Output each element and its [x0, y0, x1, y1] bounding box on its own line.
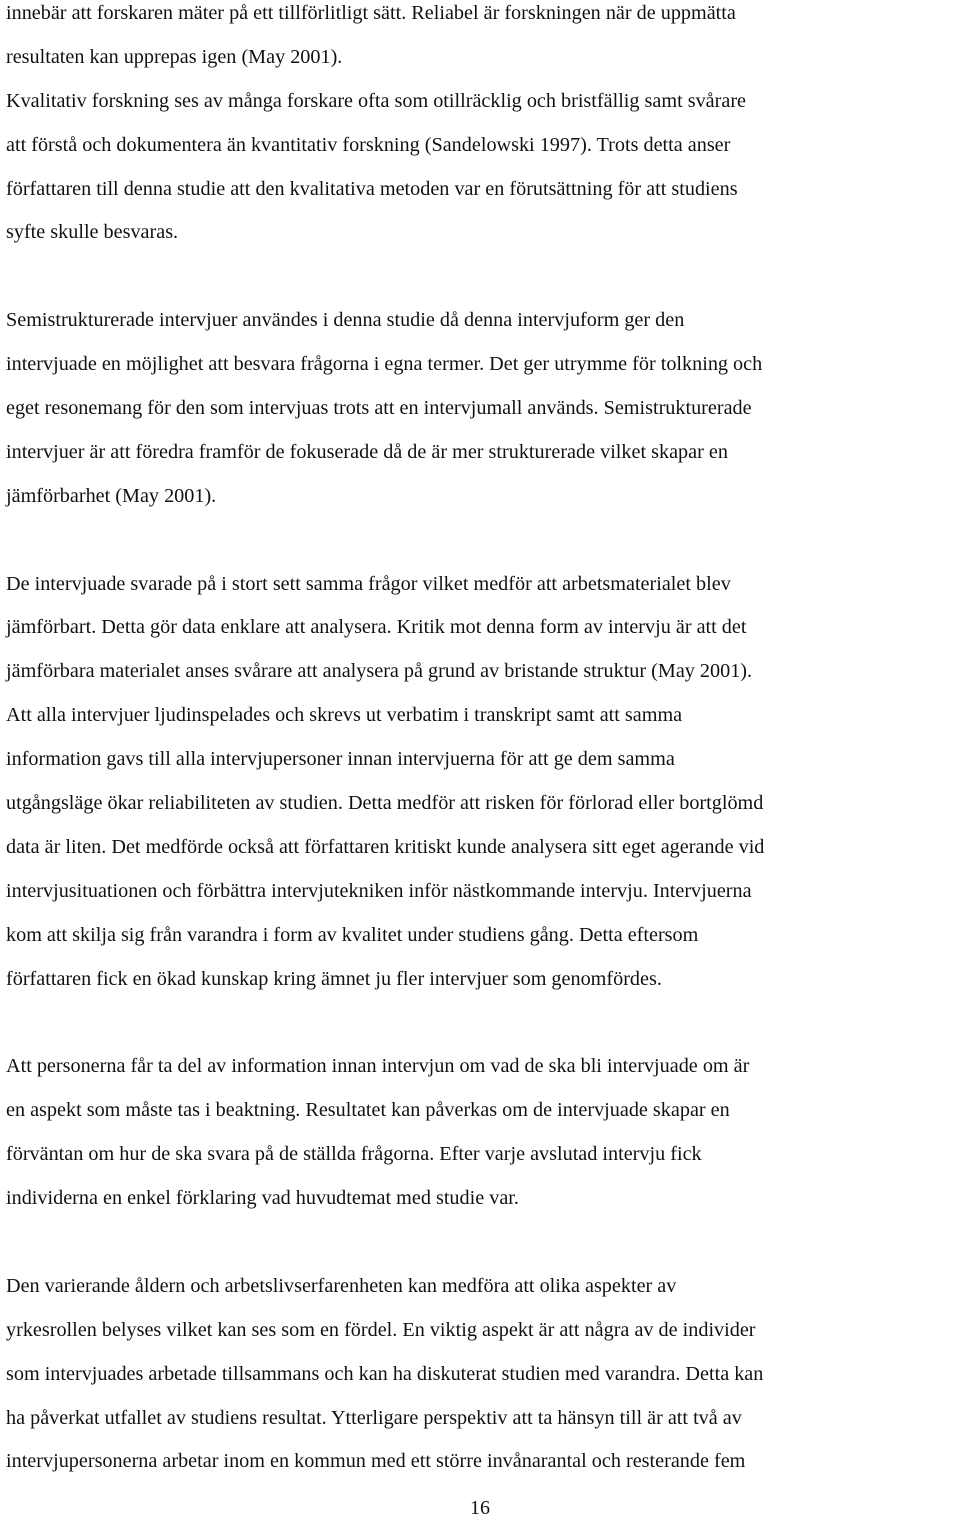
text-line: kom att skilja sig från varandra i form av kvalitet under studiens gång. Detta eftersom: [6, 923, 699, 946]
text-line: en aspekt som måste tas i beaktning. Resultatet kan påverkas om de intervjuade skapar en: [6, 1099, 730, 1122]
text-line: jämförbarhet (May 2001).: [6, 484, 217, 507]
text-line: intervjuade en möjlighet att besvara frågorna i egna termer. Det ger utrymme för tolkning och: [6, 353, 763, 376]
text-line: Den varierande åldern och arbetslivserfarenheten kan medföra att olika aspekter av: [6, 1274, 677, 1297]
paragraph-spacer: [6, 519, 956, 563]
text-line: intervjuer är att föredra framför de fokuserade då de är mer strukturerade vilket skapar en: [6, 440, 728, 463]
text-line: utgångsläge ökar reliabiliteten av studien. Detta medför att risken för förlorad eller bortglömd: [6, 792, 764, 815]
text-line: jämförbart. Detta gör data enklare att analysera. Kritik mot denna form av intervju är att det: [6, 616, 747, 639]
text-line: data är liten. Det medförde också att författaren kritiskt kunde analysera sitt eget agerande vid: [6, 835, 765, 858]
text-line: yrkesrollen belyses vilket kan ses som en fördel. En viktig aspekt är att några av de individer: [6, 1318, 756, 1341]
text-line: De intervjuade svarade på i stort sett samma frågor vilket medför att arbetsmaterialet blev: [6, 572, 731, 595]
text-line: författaren till denna studie att den kvalitativa metoden var en förutsättning för att studiens: [6, 177, 738, 200]
paragraph-comparability: [6, 563, 956, 1002]
page-number: 16: [470, 1497, 490, 1519]
paragraph-reliability-and-qualitative: [6, 0, 956, 255]
text-line: innebär att forskaren mäter på ett tillförlitligt sätt. Reliabel är forskningen när de uppmätta: [6, 2, 736, 24]
text-line: syfte skulle besvaras.: [6, 221, 179, 244]
text-line: eget resonemang för den som intervjuas trots att en intervjumall används. Semistrukturerade: [6, 397, 752, 420]
paragraph-spacer: [6, 1221, 956, 1265]
paragraph-semistructured-interviews: [6, 299, 956, 518]
text-line: att förstå och dokumentera än kvantitativ forskning (Sandelowski 1997). Trots detta anser: [6, 133, 731, 156]
paragraph-spacer: [6, 255, 956, 299]
text-line: information gavs till alla intervjupersoner innan intervjuerna för att ge dem samma: [6, 748, 675, 771]
text-line: Att alla intervjuer ljudinspelades och skrevs ut verbatim i transkript samt att samma: [6, 704, 683, 727]
text-line: individerna en enkel förklaring vad huvudtemat med studie var.: [6, 1187, 519, 1210]
text-line: författaren fick en ökad kunskap kring ämnet ju fler intervjuer som genomfördes.: [6, 967, 662, 990]
paragraph-age-and-experience: [6, 1265, 956, 1484]
text-line: Kvalitativ forskning ses av många forskare ofta som otillräcklig och bristfällig samt svårare: [6, 89, 746, 112]
text-line: intervjusituationen och förbättra intervjutekniken inför nästkommande intervju. Intervjuerna: [6, 879, 752, 902]
text-line: Att personerna får ta del av information innan intervjun om vad de ska bli intervjuade om är: [6, 1055, 750, 1078]
text-line: Semistrukturerade intervjuer användes i denna studie då denna intervjuform ger den: [6, 309, 685, 332]
paragraph-prior-information: [6, 1045, 956, 1221]
text-line: jämförbara materialet anses svårare att analysera på grund av bristande struktur (May 2001).: [6, 660, 753, 683]
paragraph-spacer: [6, 1001, 956, 1045]
text-line: ha påverkat utfallet av studiens resultat. Ytterligare perspektiv att ta hänsyn till är att två av: [6, 1406, 742, 1429]
text-line: förväntan om hur de ska svara på de ställda frågorna. Efter varje avslutad intervju fick: [6, 1143, 702, 1166]
text-line: resultaten kan upprepas igen (May 2001).: [6, 45, 343, 68]
document-page: [6, 0, 956, 1484]
text-line: som intervjuades arbetade tillsammans och kan ha diskuterat studien med varandra. Detta kan: [6, 1362, 764, 1385]
text-line: intervjupersonerna arbetar inom en kommun med ett större invånarantal och resterande fem: [6, 1450, 746, 1473]
